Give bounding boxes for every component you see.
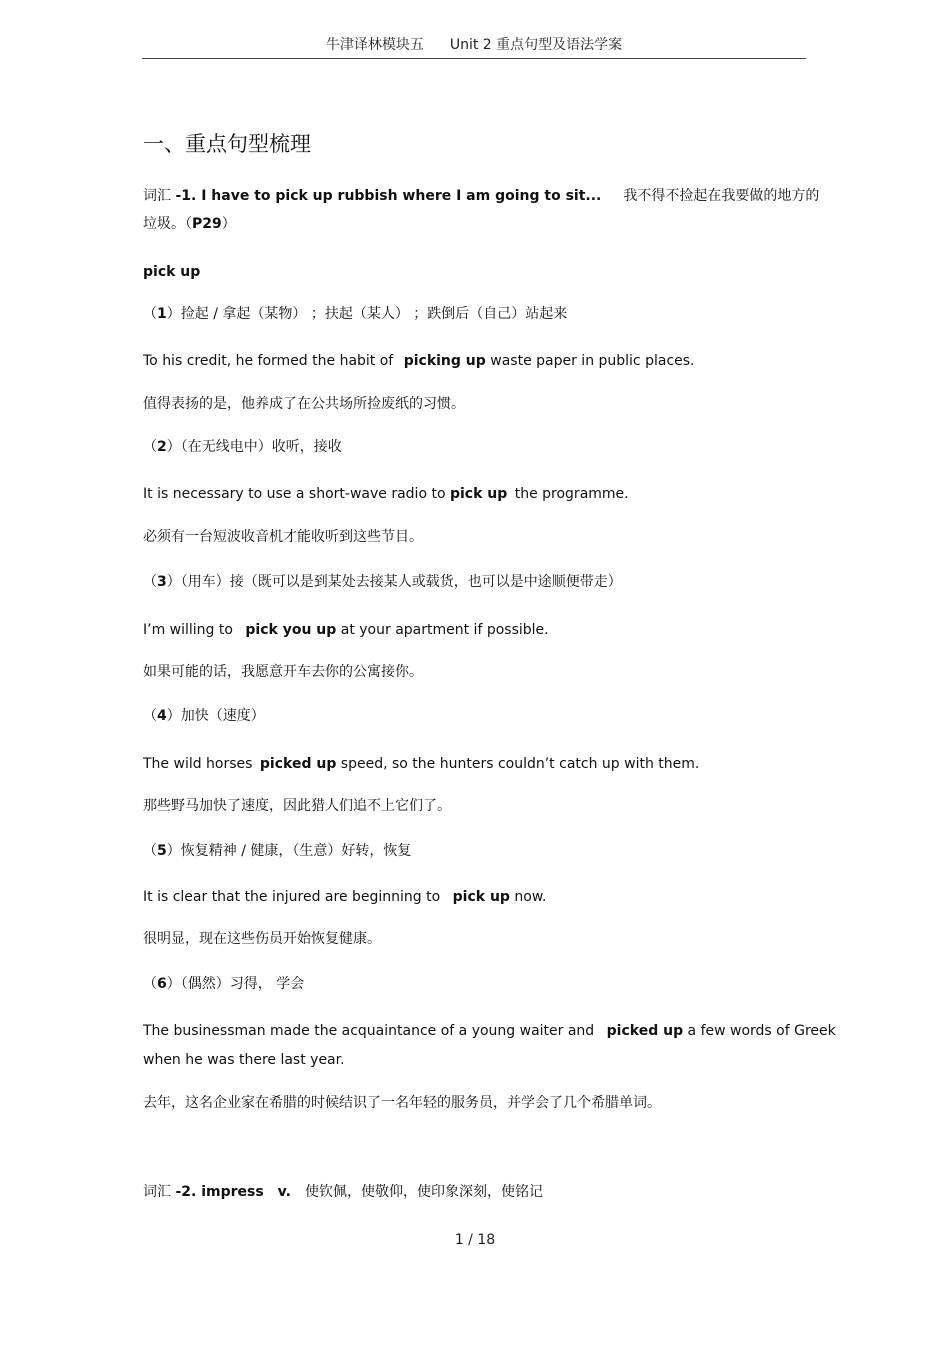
example-text: speed, so the hunters couldn’t catch up with them. [340,756,700,772]
sense-5-meaning: （5）恢复精神 / 健康，（生意）好转，恢复 [143,843,412,859]
example-text: I’m willing to [143,622,233,638]
example-text: The wild horses [143,756,253,772]
vocab1-page-ref: P29 [192,216,222,232]
sense-6-text: （偶然）习得， 学会 [180,976,305,992]
header-rule [142,58,806,59]
sense-1-text: 捡起 / 拿起（某物） ；扶起（某人） ；跌倒后（自己）站起来 [180,306,568,322]
example-text: The businessman made the acquaintance of a young waiter and [143,1023,595,1039]
sense-5-example [143,887,546,907]
sense-6-number: 6 [157,976,167,992]
sense-4-translation: 那些野马加快了速度，因此猎人们追不上它们了。 [143,798,451,814]
sense-1-number: 1 [157,306,167,322]
vocab2-pos: v. [277,1184,291,1200]
vocab1-translation-cont: 垃圾。（ [143,216,192,232]
sense-4-number: 4 [157,708,167,724]
header-course: 牛津译林模块五 [325,37,424,53]
example-phrase: picking up [403,353,486,369]
vocab1-heading-line2 [143,214,236,234]
vocab1-sentence: -1. I have to pick up rubbish where I am going to sit... [175,188,602,204]
sense-2-text: （在无线电中）收听，接收 [180,439,342,455]
example-text: It is clear that the injured are beginning to [143,889,441,905]
page-number: 1 / 18 [454,1232,496,1248]
vocab1-prefix: 词汇 [143,188,171,204]
example-phrase: pick you up [245,622,337,638]
sense-3-translation: 如果可能的话，我愿意开车去你的公寓接你。 [143,664,423,680]
sense-3-number: 3 [157,574,167,590]
sense-5-translation: 很明显，现在这些伤员开始恢复健康。 [143,931,381,947]
vocab2-word: -2. impress [175,1184,264,1200]
sense-4-example [143,754,699,774]
example-phrase: picked up [606,1023,684,1039]
example-text: a few words of Greek [687,1023,836,1039]
section-title: 一、重点句型梳理 [143,132,311,156]
example-phrase: pick up [449,486,508,502]
vocab1-paren: ） [221,216,236,232]
sense-5-number: 5 [157,843,167,859]
sense-2-translation: 必须有一台短波收音机才能收听到这些节目。 [143,529,423,545]
sense-4-text: 加快（速度） [180,708,265,724]
example-text: To his credit, he formed the habit of [143,353,394,369]
example-phrase: pick up [452,889,510,905]
vocab2-meaning: 使钦佩，使敬仰，使印象深刻，使铭记 [304,1184,543,1200]
example-text: waste paper in public places. [490,353,695,369]
sense-1-translation: 值得表扬的是，他养成了在公共场所捡废纸的习惯。 [143,396,465,412]
vocab1-translation: 我不得不捡起在我要做的地方的 [623,188,820,204]
sense-6-meaning: （6）（偶然）习得， 学会 [143,976,305,992]
page-header [142,34,806,54]
header-unit: Unit 2 重点句型及语法学案 [449,37,623,53]
sense-1-meaning: （1）捡起 / 拿起（某物） ；扶起（某人） ；跌倒后（自己）站起来 [143,306,568,322]
sense-3-meaning: （3）（用车）接（既可以是到某处去接某人或载货，也可以是中途顺便带走） [143,574,622,590]
sense-6-example-cont: when he was there last year. [143,1052,345,1068]
sense-1-example [143,351,695,371]
example-text: now. [514,889,547,905]
sense-2-number: 2 [157,439,167,455]
vocab2-prefix: 词汇 [143,1184,171,1200]
phrase-heading: pick up [143,264,201,280]
example-text: at your apartment if possible. [340,622,549,638]
sense-3-example [143,620,549,640]
sense-2-meaning: （2）（在无线电中）收听，接收 [143,439,342,455]
sense-3-text: （用车）接（既可以是到某处去接某人或载货，也可以是中途顺便带走） [180,574,622,590]
sense-6-example [143,1021,836,1041]
vocab2-heading-line [143,1182,543,1202]
sense-4-meaning: （4）加快（速度） [143,708,265,724]
sense-6-translation: 去年，这名企业家在希腊的时候结识了一名年轻的服务员，并学会了几个希腊单词。 [143,1095,661,1111]
example-phrase: picked up [259,756,337,772]
example-text: It is necessary to use a short-wave radio to [143,486,446,502]
sense-2-example [143,484,629,504]
example-text: the programme. [514,486,629,502]
sense-5-text: 恢复精神 / 健康，（生意）好转，恢复 [180,843,412,859]
vocab1-heading-line [143,186,819,206]
